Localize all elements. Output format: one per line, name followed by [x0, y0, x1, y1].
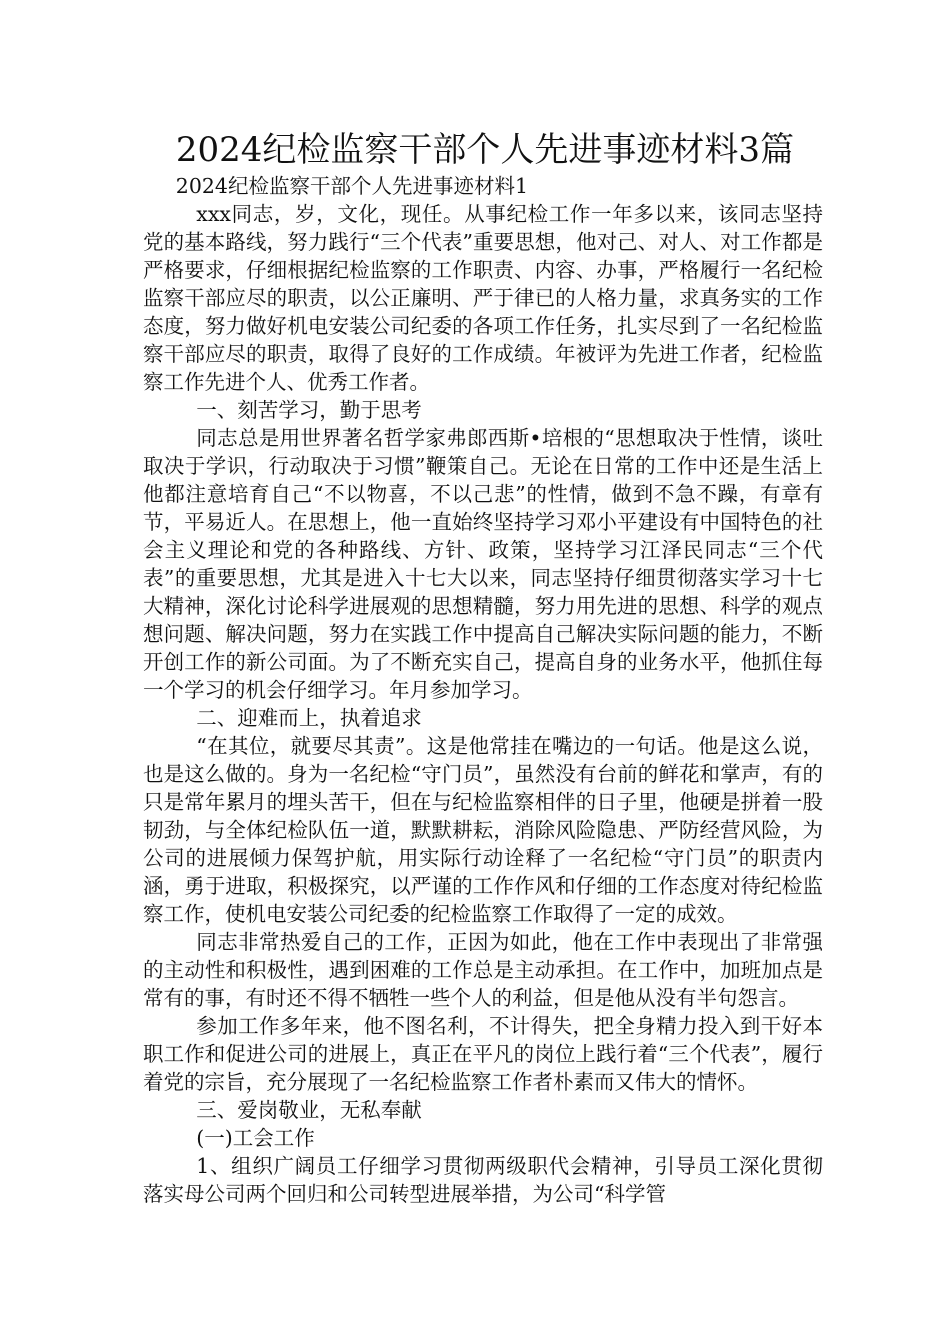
paragraph-intro: xxx同志，岁，文化，现任。从事纪检工作一年多以来，该同志坚持党的基本路线，努力践行“三个代表”重要思想，他对己、对人、对工作都是严格要求，仔细根据纪检监察的工作职责、内容、办事，严格履行一名纪检监察干部应尽的职责，以公正廉明、严于律已的人格力量，求真务实的工作态度，努力做好机电安装公司纪委的各项工作任务，扎实尽到了一名纪检监察干部应尽的职责，取得了良好的工作成绩。年被评为先进工作者，纪检监察工作先进个人、优秀工作者。	[143, 202, 823, 394]
paragraph-union-1: 1、组织广阔员工仔细学习贯彻两级职代会精神，引导员工深化贯彻落实母公司两个回归和公司转型进展举措，为公司“科学管	[143, 1154, 823, 1206]
document-subtitle: 2024纪检监察干部个人先进事迹材料1	[175, 174, 529, 198]
document-title: 2024纪检监察干部个人先进事迹材料3篇	[175, 130, 795, 170]
document-body	[143, 172, 823, 1208]
section-heading-3: 三、爱岗敬业，无私奉献	[196, 1098, 422, 1122]
subsection-heading-union: (一)工会工作	[196, 1126, 315, 1150]
section-heading-2: 二、迎难而上，执着追求	[196, 706, 422, 730]
paragraph-duty: “在其位，就要尽其责”。这是他常挂在嘴边的一句话。他是这么说，也是这么做的。身为一名纪检“守门员”，虽然没有台前的鲜花和掌声，有的只是常年累月的埋头苦干，但在与纪检监察相伴的日子里，他硬是拼着一股韧劲，与全体纪检队伍一道，默默耕耘，消除风险隐患、严防经营风险，为公司的进展倾力保驾护航，用实际行动诠释了一名纪检“守门员”的职责内涵，勇于进取，积极探究，以严谨的工作作风和仔细的工作态度对待纪检监察工作，使机电安装公司纪委的纪检监察工作取得了一定的成效。	[143, 734, 823, 926]
section-heading-1: 一、刻苦学习，勤于思考	[196, 398, 422, 422]
paragraph-passion: 同志非常热爱自己的工作，正因为如此，他在工作中表现出了非常强的主动性和积极性，遇到困难的工作总是主动承担。在工作中，加班加点是常有的事，有时还不得不牺牲一些个人的利益，但是他从没有半句怨言。	[143, 930, 823, 1010]
paragraph-study: 同志总是用世界著名哲学家弗郎西斯•培根的“思想取决于性情，谈吐取决于学识，行动取决于习惯”鞭策自己。无论在日常的工作中还是生活上他都注意培育自己“不以物喜，不以己悲”的性情，做到不急不躁，有章有节，平易近人。在思想上，他一直始终坚持学习邓小平建设有中国特色的社会主义理论和党的各种路线、方针、政策，坚持学习江泽民同志“三个代表”的重要思想，尤其是进入十七大以来，同志坚持仔细贯彻落实学习十七大精神，深化讨论科学进展观的思想精髓，努力用先进的思想、科学的观点想问题、解决问题，努力在实践工作中提高自己解决实际问题的能力，不断开创工作的新公司面。为了不断充实自己，提高自身的业务水平，他抓住每一个学习的机会仔细学习。年月参加学习。	[143, 426, 823, 702]
paragraph-dedication: 参加工作多年来，他不图名利，不计得失，把全身精力投入到干好本职工作和促进公司的进展上，真正在平凡的岗位上践行着“三个代表”，履行着党的宗旨，充分展现了一名纪检监察工作者朴素而又伟大的情怀。	[143, 1014, 823, 1094]
